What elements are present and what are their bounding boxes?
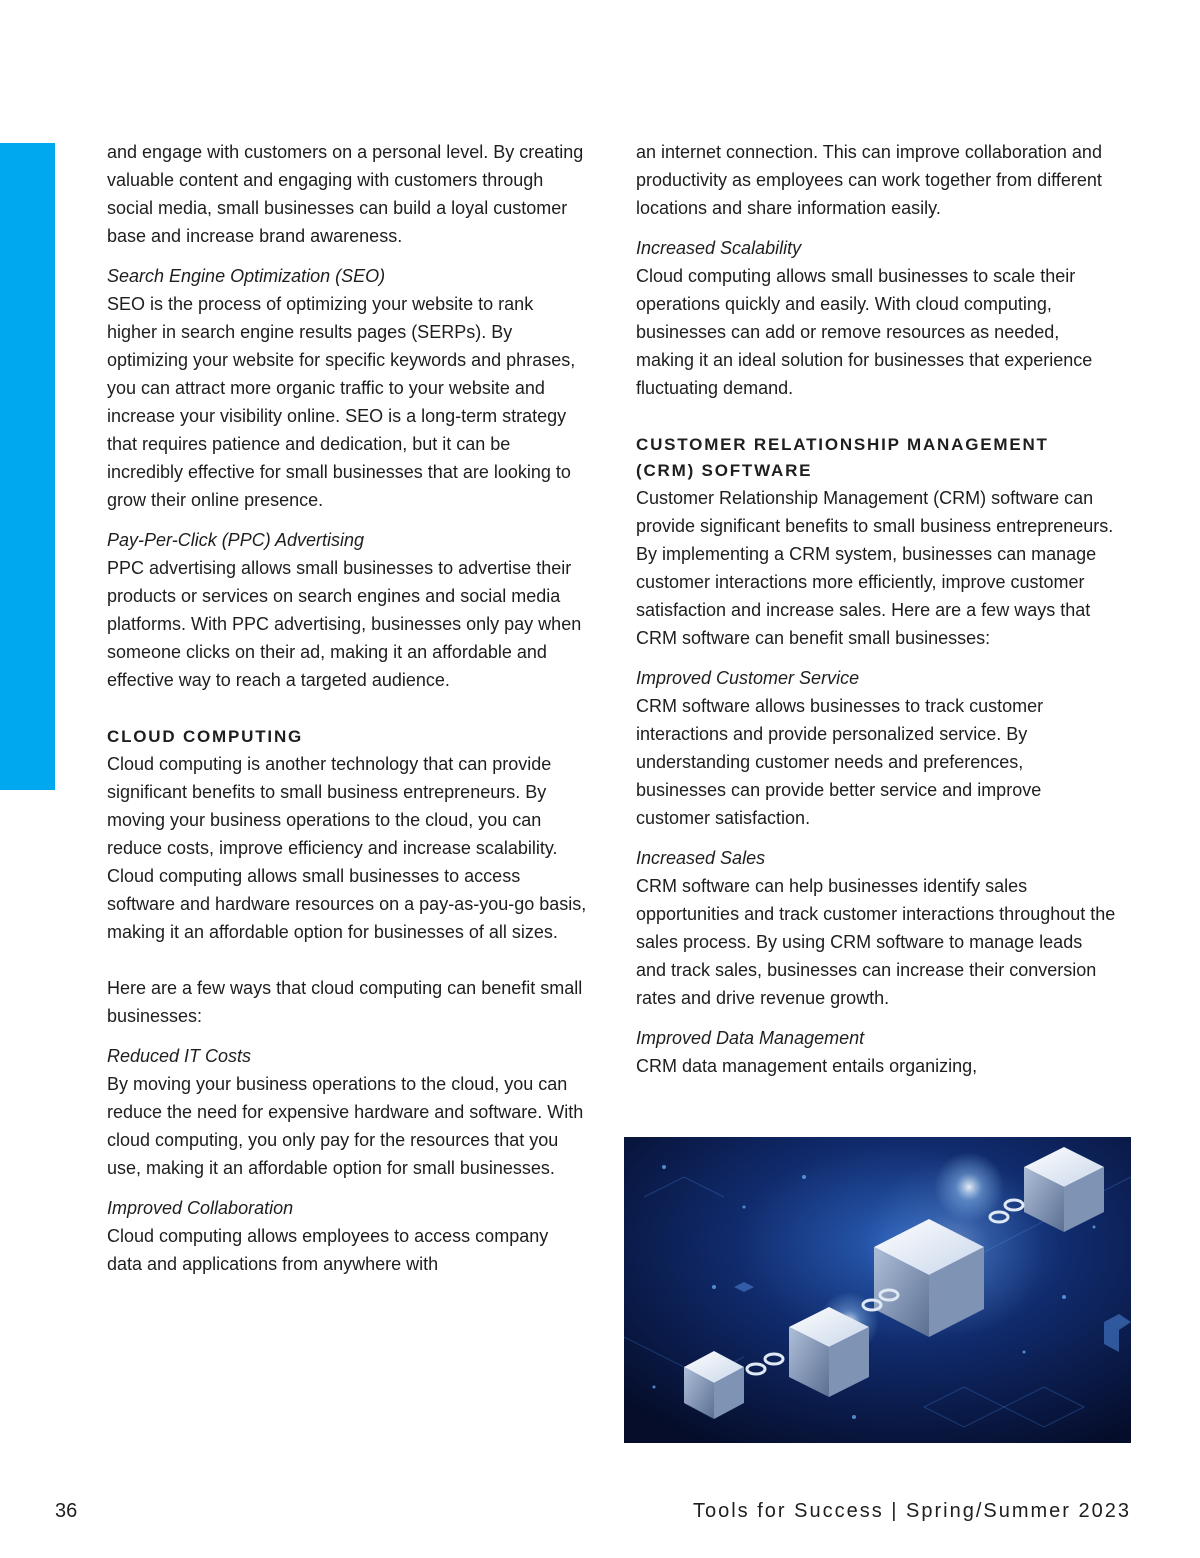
increased-sales-paragraph: CRM software can help businesses identify sales opportunities and track customer interactions throughout the sales process. By using CRM software to manage leads and track sales, businesses can increase their conversion rates and drive revenue growth.: [636, 876, 1116, 1008]
data-management-subheading: Improved Data Management: [636, 1028, 865, 1048]
data-management-paragraph: CRM data management entails organizing,: [636, 1056, 978, 1076]
seo-subheading: Search Engine Optimization (SEO): [107, 266, 386, 286]
reduced-costs-subheading: Reduced IT Costs: [107, 1046, 252, 1066]
increased-sales-subheading: Increased Sales: [636, 848, 766, 868]
cloud-ways-paragraph: Here are a few ways that cloud computing can benefit small businesses:: [107, 978, 583, 1026]
intro-paragraph: and engage with customers on a personal level. By creating valuable content and engaging with customers through social media, small businesses can build a loyal customer base and increase brand awareness.: [107, 142, 584, 246]
crm-heading: CUSTOMER RELATIONSHIP MANAGEMENT (CRM) SOFTWARE: [636, 435, 1049, 480]
cloud-computing-heading: CLOUD COMPUTING: [107, 727, 304, 746]
collaboration-continued: an internet connection. This can improve collaboration and productivity as employees can work together from different locations and share information easily.: [636, 142, 1102, 218]
right-column: [636, 138, 1116, 1080]
cloud-computing-paragraph: Cloud computing is another technology that can provide significant benefits to small business entrepreneurs. By moving your business operations to the cloud, you can reduce costs, improve efficiency and increase scalability. Cloud computing allows small businesses to access software and hardware resources on a pay-as-you-go basis, making it an affordable option for businesses of all sizes.: [107, 754, 587, 942]
ppc-subheading: Pay-Per-Click (PPC) Advertising: [107, 530, 365, 550]
publication-footer: Tools for Success | Spring/Summer 2023: [692, 1500, 1131, 1522]
collaboration-subheading: Improved Collaboration: [107, 1198, 294, 1218]
seo-paragraph: SEO is the process of optimizing your website to rank higher in search engine results pages (SERPs). By optimizing your website for specific keywords and phrases, you can attract more organic traffic to your website and increase your visibility online. SEO is a long-term strategy that requires patience and dedication, but it can be incredibly effective for small businesses that are looking to grow their online presence.: [107, 294, 576, 510]
page-number: 36: [55, 1500, 78, 1522]
customer-service-paragraph: CRM software allows businesses to track customer interactions and provide personalized service. By understanding customer needs and preferences, businesses can provide better service and improve customer satisfaction.: [636, 696, 1044, 828]
chained-cubes-illustration: [624, 1137, 1131, 1443]
ppc-paragraph: PPC advertising allows small businesses to advertise their products or services on search engines and social media platforms. With PPC advertising, businesses only pay when someone clicks on their ad, making it an affordable and effective way to reach a targeted audience.: [107, 558, 582, 690]
scalability-paragraph: Cloud computing allows small businesses to scale their operations quickly and easily. With cloud computing, businesses can add or remove resources as needed, making it an ideal solution for businesses that experience fluctuating demand.: [636, 266, 1093, 398]
scalability-subheading: Increased Scalability: [636, 238, 802, 258]
crm-paragraph: Customer Relationship Management (CRM) software can provide significant benefits to small business entrepreneurs. By implementing a CRM system, businesses can manage customer interactions more efficiently, improve customer satisfaction and increase sales. Here are a few ways that CRM software can benefit small businesses:: [636, 488, 1114, 648]
left-column: [107, 138, 587, 1278]
accent-side-bar: [0, 143, 55, 790]
collaboration-paragraph: Cloud computing allows employees to access company data and applications from anywhere with: [107, 1226, 549, 1274]
reduced-costs-paragraph: By moving your business operations to the cloud, you can reduce the need for expensive hardware and software. With cloud computing, you only pay for the resources that you use, making it an affordable option for small businesses.: [107, 1074, 584, 1178]
customer-service-subheading: Improved Customer Service: [636, 668, 860, 688]
